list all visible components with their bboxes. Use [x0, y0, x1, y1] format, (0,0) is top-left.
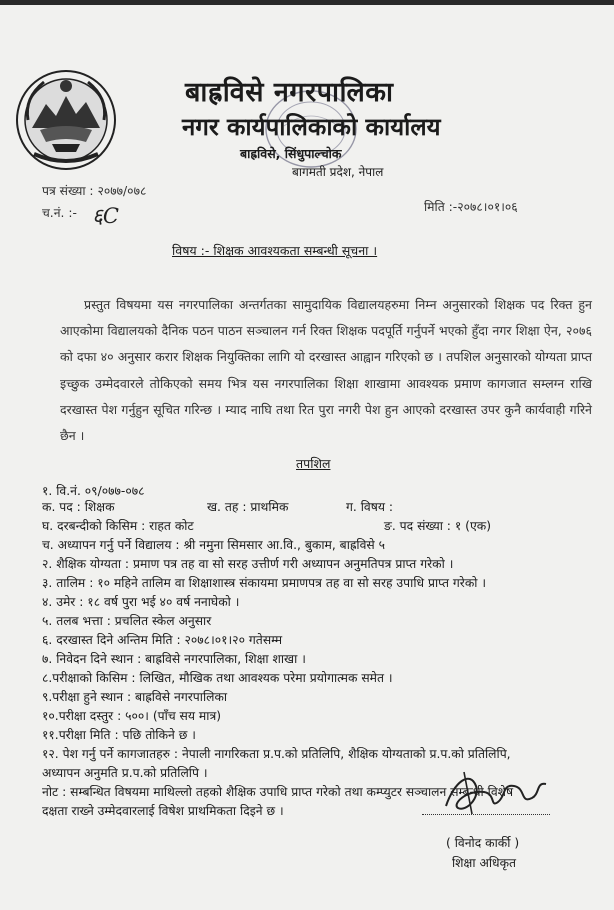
- detail-vi-na: १. वि.नं. ०९/०७७-०७८: [42, 484, 145, 498]
- detail-post-type: घ. दरबन्दीको किसिम : राहत कोट: [42, 519, 194, 533]
- detail-training: ३. तालिम : १० महिने तालिम वा शिक्षाशास्त्र संकायमा प्रमाणपत्र तह वा सो सरह उपाधि प्राप्त गरेको ।: [42, 576, 487, 590]
- nepal-emblem-logo: [14, 68, 118, 172]
- detail-subject: ग. विषय :: [346, 500, 394, 514]
- handwritten-signature: [436, 762, 556, 820]
- office-name: नगर कार्यपालिकाको कार्यालय: [182, 113, 441, 141]
- detail-school: च. अध्यापन गर्नु पर्ने विद्यालय : श्री नमुना सिमसार आ.वि., बुकाम, बाह्रविसे ५: [42, 538, 386, 552]
- address-line-1: बाह्रविसे, सिंधुपाल्चोक: [240, 146, 342, 161]
- body-text: प्रस्तुत विषयमा यस नगरपालिका अन्तर्गतका सामुदायिक विद्यालयहरुमा निम्न अनुसारको शिक्षक पद रिक्त हुन आएकोमा विद्यालयको दैनिक पठन पाठन सञ्चालन गर्न रिक्त शिक्षक पदपूर्ति गर्नुपर्ने भएको हुँदा नगर शिक्षा ऐन, २०७६ को दफा ४० अनुसार करार शिक्षक नियुक्तिका लागि यो दरखास्त आह्वान गरिएको छ । तपशिल अनुसारको योग्यता प्राप्त इच्छुक उम्मेदवारले तोकिएको समय भित्र यस नगरपालिका शिक्षा शाखामा आवश्यक प्रमाण कागजात सम्लग्न राखि दरखास्त पेश गर्नुहुन सूचित गरिन्छ । म्याद नाघि तथा रित पुरा नगरी पेश हुन आएको दरखास्त उपर कुनै कार्यवाही गरिने छैन ।: [60, 297, 592, 444]
- detail-post: क. पद : शिक्षक: [42, 500, 115, 514]
- dispatch-number-handwritten: ६C: [92, 204, 119, 228]
- letter-date: मिति :-२०७८।०१।०६: [424, 200, 518, 214]
- detail-documents-line2: अध्यापन अनुमति प्र.प.को प्रतिलिपि ।: [42, 766, 208, 780]
- detail-exam-date: ११.परीक्षा मिति : पछि तोकिने छ ।: [42, 728, 196, 742]
- detail-exam-place: ९.परीक्षा हुने स्थान : बाह्रविसे नगरपालिका: [42, 690, 228, 704]
- dispatch-number-label: च.नं. :-: [42, 206, 77, 220]
- municipality-name: बाह्रविसे नगरपालिका: [185, 77, 394, 108]
- detail-exam-type: ८.परीक्षाको किसिम : लिखित, मौखिक तथा आवश्यक परेमा प्रयोगात्मक समेत ।: [42, 671, 393, 685]
- note-line-1: नोट : सम्बन्धित विषयमा माथिल्लो तहको शैक्षिक उपाधि प्राप्त गरेको तथा कम्प्युटर सञ्चालन सम्बन्धी विशेष: [42, 785, 514, 799]
- body-paragraph: [60, 292, 592, 449]
- signatory-designation: शिक्षा अधिकृत: [452, 856, 517, 870]
- detail-salary: ५. तलब भत्ता : प्रचलित स्केल अनुसार: [42, 614, 212, 628]
- detail-post-count: ङ. पद संख्या : १ (एक): [384, 519, 492, 533]
- signatory-name: ( विनोद कार्की ): [446, 836, 520, 850]
- address-line-2: बागमती प्रदेश, नेपाल: [292, 165, 384, 179]
- scan-top-edge: [0, 0, 614, 5]
- note-line-2: दक्षता राख्ने उम्मेदवारलाई विषेश प्राथमिकता दिइने छ ।: [42, 804, 284, 818]
- detail-submission-place: ७. निवेदन दिने स्थान : बाह्रविसे नगरपालिका, शिक्षा शाखा ।: [42, 652, 306, 666]
- detail-exam-fee: १०.परीक्षा दस्तुर : ५००। (पाँच सय मात्र): [42, 709, 222, 723]
- detail-qualification: २. शैक्षिक योग्यता : प्रमाण पत्र तह वा सो सरह उत्तीर्ण गरी अध्यापन अनुमतिपत्र प्राप्त गरेको ।: [42, 557, 454, 571]
- signature-line: [422, 814, 550, 815]
- letter-number: पत्र संख्या : २०७७/०७८: [42, 184, 147, 198]
- detail-age: ४. उमेर : १८ वर्ष पुरा भई ४० वर्ष ननाघेको ।: [42, 595, 240, 609]
- details-heading: तपशिल: [296, 456, 331, 471]
- detail-level: ख. तह : प्राथमिक: [207, 500, 289, 514]
- letter-subject: विषय :- शिक्षक आवश्यकता सम्बन्धी सूचना ।: [172, 243, 378, 258]
- detail-documents-line1: १२. पेश गर्नु पर्ने कागजातहरु : नेपाली नागरिकता प्र.प.को प्रतिलिपि, शैक्षिक योग्यताको प्र.प.को प्रतिलिपि,: [42, 747, 511, 761]
- detail-deadline: ६. दरखास्त दिने अन्तिम मिति : २०७८।०१।२० गतेसम्म: [42, 633, 283, 647]
